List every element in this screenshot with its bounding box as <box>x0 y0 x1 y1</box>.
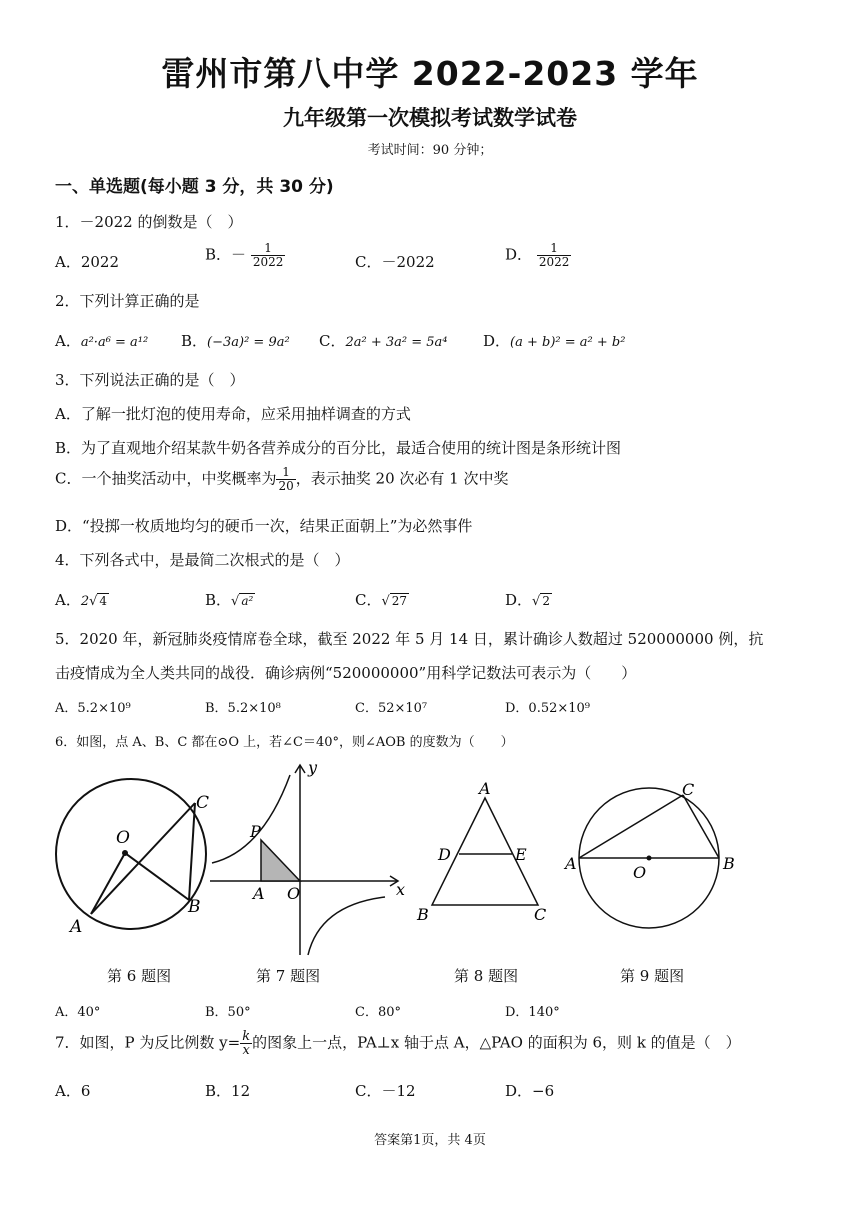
fig9-label-C: C <box>682 780 695 799</box>
figures-row <box>0 755 860 965</box>
fig7-label-y: y <box>308 758 318 777</box>
fig7-label-O: O <box>287 884 301 903</box>
q2-option-a: A．a²·a⁶ = a¹² <box>55 332 149 350</box>
fig7-curve-right <box>308 897 385 955</box>
q6-option-b: B．50° <box>205 1005 251 1020</box>
q3-stem: 3．下列说法正确的是（ ） <box>55 371 245 389</box>
fig6-center-dot <box>122 850 128 856</box>
fig6-line-AC <box>91 803 195 914</box>
fig6-label-O: O <box>116 828 130 848</box>
q3-option-c: C．一个抽奖活动中，中奖概率为 $\frac{1}{20}$ ，表示抽奖 20 次必有 1 次中奖 <box>55 465 509 493</box>
q7-option-b: B．12 <box>205 1082 251 1100</box>
fig6-circle <box>56 779 206 929</box>
fig8-caption: 第 8 题图 <box>454 967 519 985</box>
fig9-line-CB <box>683 795 719 858</box>
fig7-label-A: A <box>253 884 265 903</box>
fig8-label-B: B <box>417 905 429 924</box>
q5-line2: 击疫情成为全人类共同的战役．确诊病例“520000000”用科学记数法可表示为（ ） <box>55 664 637 682</box>
q4-option-d: D．√ 2 <box>505 591 550 609</box>
fig6-line-OB <box>125 853 189 900</box>
fig6-caption: 第 6 题图 <box>107 967 172 985</box>
q7-option-a: A．6 <box>55 1082 91 1100</box>
q2-option-d: D．(a + b)² = a² + b² <box>483 332 626 350</box>
q6-stem: 6．如图，点 A、B、C 都在⊙O 上，若∠C＝40°，则∠AOB 的度数为（ ） <box>55 735 514 750</box>
q3-option-b: B．为了直观地介绍某款牛奶各营养成分的百分比，最适合使用的统计图是条形统计图 <box>55 439 622 457</box>
q3-option-a: A．了解一批灯泡的使用寿命，应采用抽样调查的方式 <box>55 405 411 423</box>
q5-option-d: D．0.52×10⁹ <box>505 701 591 716</box>
fig7-label-P: P <box>250 822 261 841</box>
fig8-label-E: E <box>515 845 527 864</box>
q2-option-c: C．2a² + 3a² = 5a⁴ <box>319 332 448 350</box>
fig7-triangle-PAO <box>261 840 300 881</box>
fig6-label-A: A <box>70 917 83 937</box>
fig6-label-B: B <box>188 897 201 917</box>
figure-6 <box>56 779 206 929</box>
q5-line1: 5．2020 年，新冠肺炎疫情席卷全球，截至 2022 年 5 月 14 日，累计确诊人数超过 520000000 例，抗 <box>55 630 764 648</box>
q6-option-c: C．80° <box>355 1005 401 1020</box>
q7-stem: 7．如图，P 为反比例数 y= $\frac{k}{x}$ 的图象上一点，PA⊥x 轴于点 A，△PAO 的面积为 6，则 k 的值是（ ） <box>55 1029 741 1058</box>
q1-option-d: D． $\frac{1}{2022}$ <box>505 241 570 269</box>
q3-option-d: D．“投掷一枚质地均匀的硬币一次，结果正面朝上”为必然事件 <box>55 517 473 535</box>
fig9-center-dot <box>647 856 652 861</box>
q6-option-a: A．40° <box>55 1005 101 1020</box>
q1-option-a: A．2022 <box>55 253 120 271</box>
q5-option-b: B．5.2×10⁸ <box>205 701 281 716</box>
fig7-caption: 第 7 题图 <box>256 967 321 985</box>
q1-option-c: C．－2022 <box>355 253 435 271</box>
q4-stem: 4．下列各式中，是最简二次根式的是（ ） <box>55 551 350 569</box>
q4-option-b: B．√ a² <box>205 591 254 609</box>
fig7-label-x: x <box>396 880 406 899</box>
fig8-label-D: D <box>438 845 451 864</box>
figure-7 <box>210 765 398 955</box>
q7-option-d: D．−6 <box>505 1082 555 1100</box>
fig6-label-C: C <box>196 793 210 813</box>
q7-option-c: C．－12 <box>355 1082 416 1100</box>
q5-option-a: A．5.2×10⁹ <box>55 701 131 716</box>
q1-stem: 1．－2022 的倒数是（ ） <box>55 213 243 231</box>
fig7-curve-left <box>212 775 290 863</box>
exam-subtitle: 九年级第一次模拟考试数学试卷 <box>283 106 577 130</box>
q1-option-b: B．－ $\frac{1}{2022}$ <box>205 241 284 269</box>
q4-option-c: C．√ 27 <box>355 591 408 609</box>
fig6-line-CB <box>189 803 195 900</box>
q2-option-b: B．(−3a)² = 9a² <box>181 332 290 350</box>
fig9-line-AC <box>579 795 683 858</box>
fig8-label-A: A <box>479 779 491 798</box>
exam-title: 雷州市第八中学 2022-2023 学年 <box>161 54 699 93</box>
fig9-caption: 第 9 题图 <box>620 967 685 985</box>
fig9-label-O: O <box>633 863 647 882</box>
exam-time: 考试时间：90 分钟； <box>367 143 493 158</box>
q5-option-c: C．52×10⁷ <box>355 701 428 716</box>
q2-stem: 2．下列计算正确的是 <box>55 292 200 310</box>
fig8-label-C: C <box>534 905 547 924</box>
q4-option-a: A．2√ 4 <box>55 591 108 609</box>
q6-option-d: D．140° <box>505 1005 560 1020</box>
fig9-label-B: B <box>723 854 735 873</box>
section-heading: 一、单选题(每小题 3 分，共 30 分) <box>55 177 334 197</box>
fig9-label-A: A <box>565 854 577 873</box>
page-footer: 答案第1页，共 4页 <box>374 1133 486 1148</box>
